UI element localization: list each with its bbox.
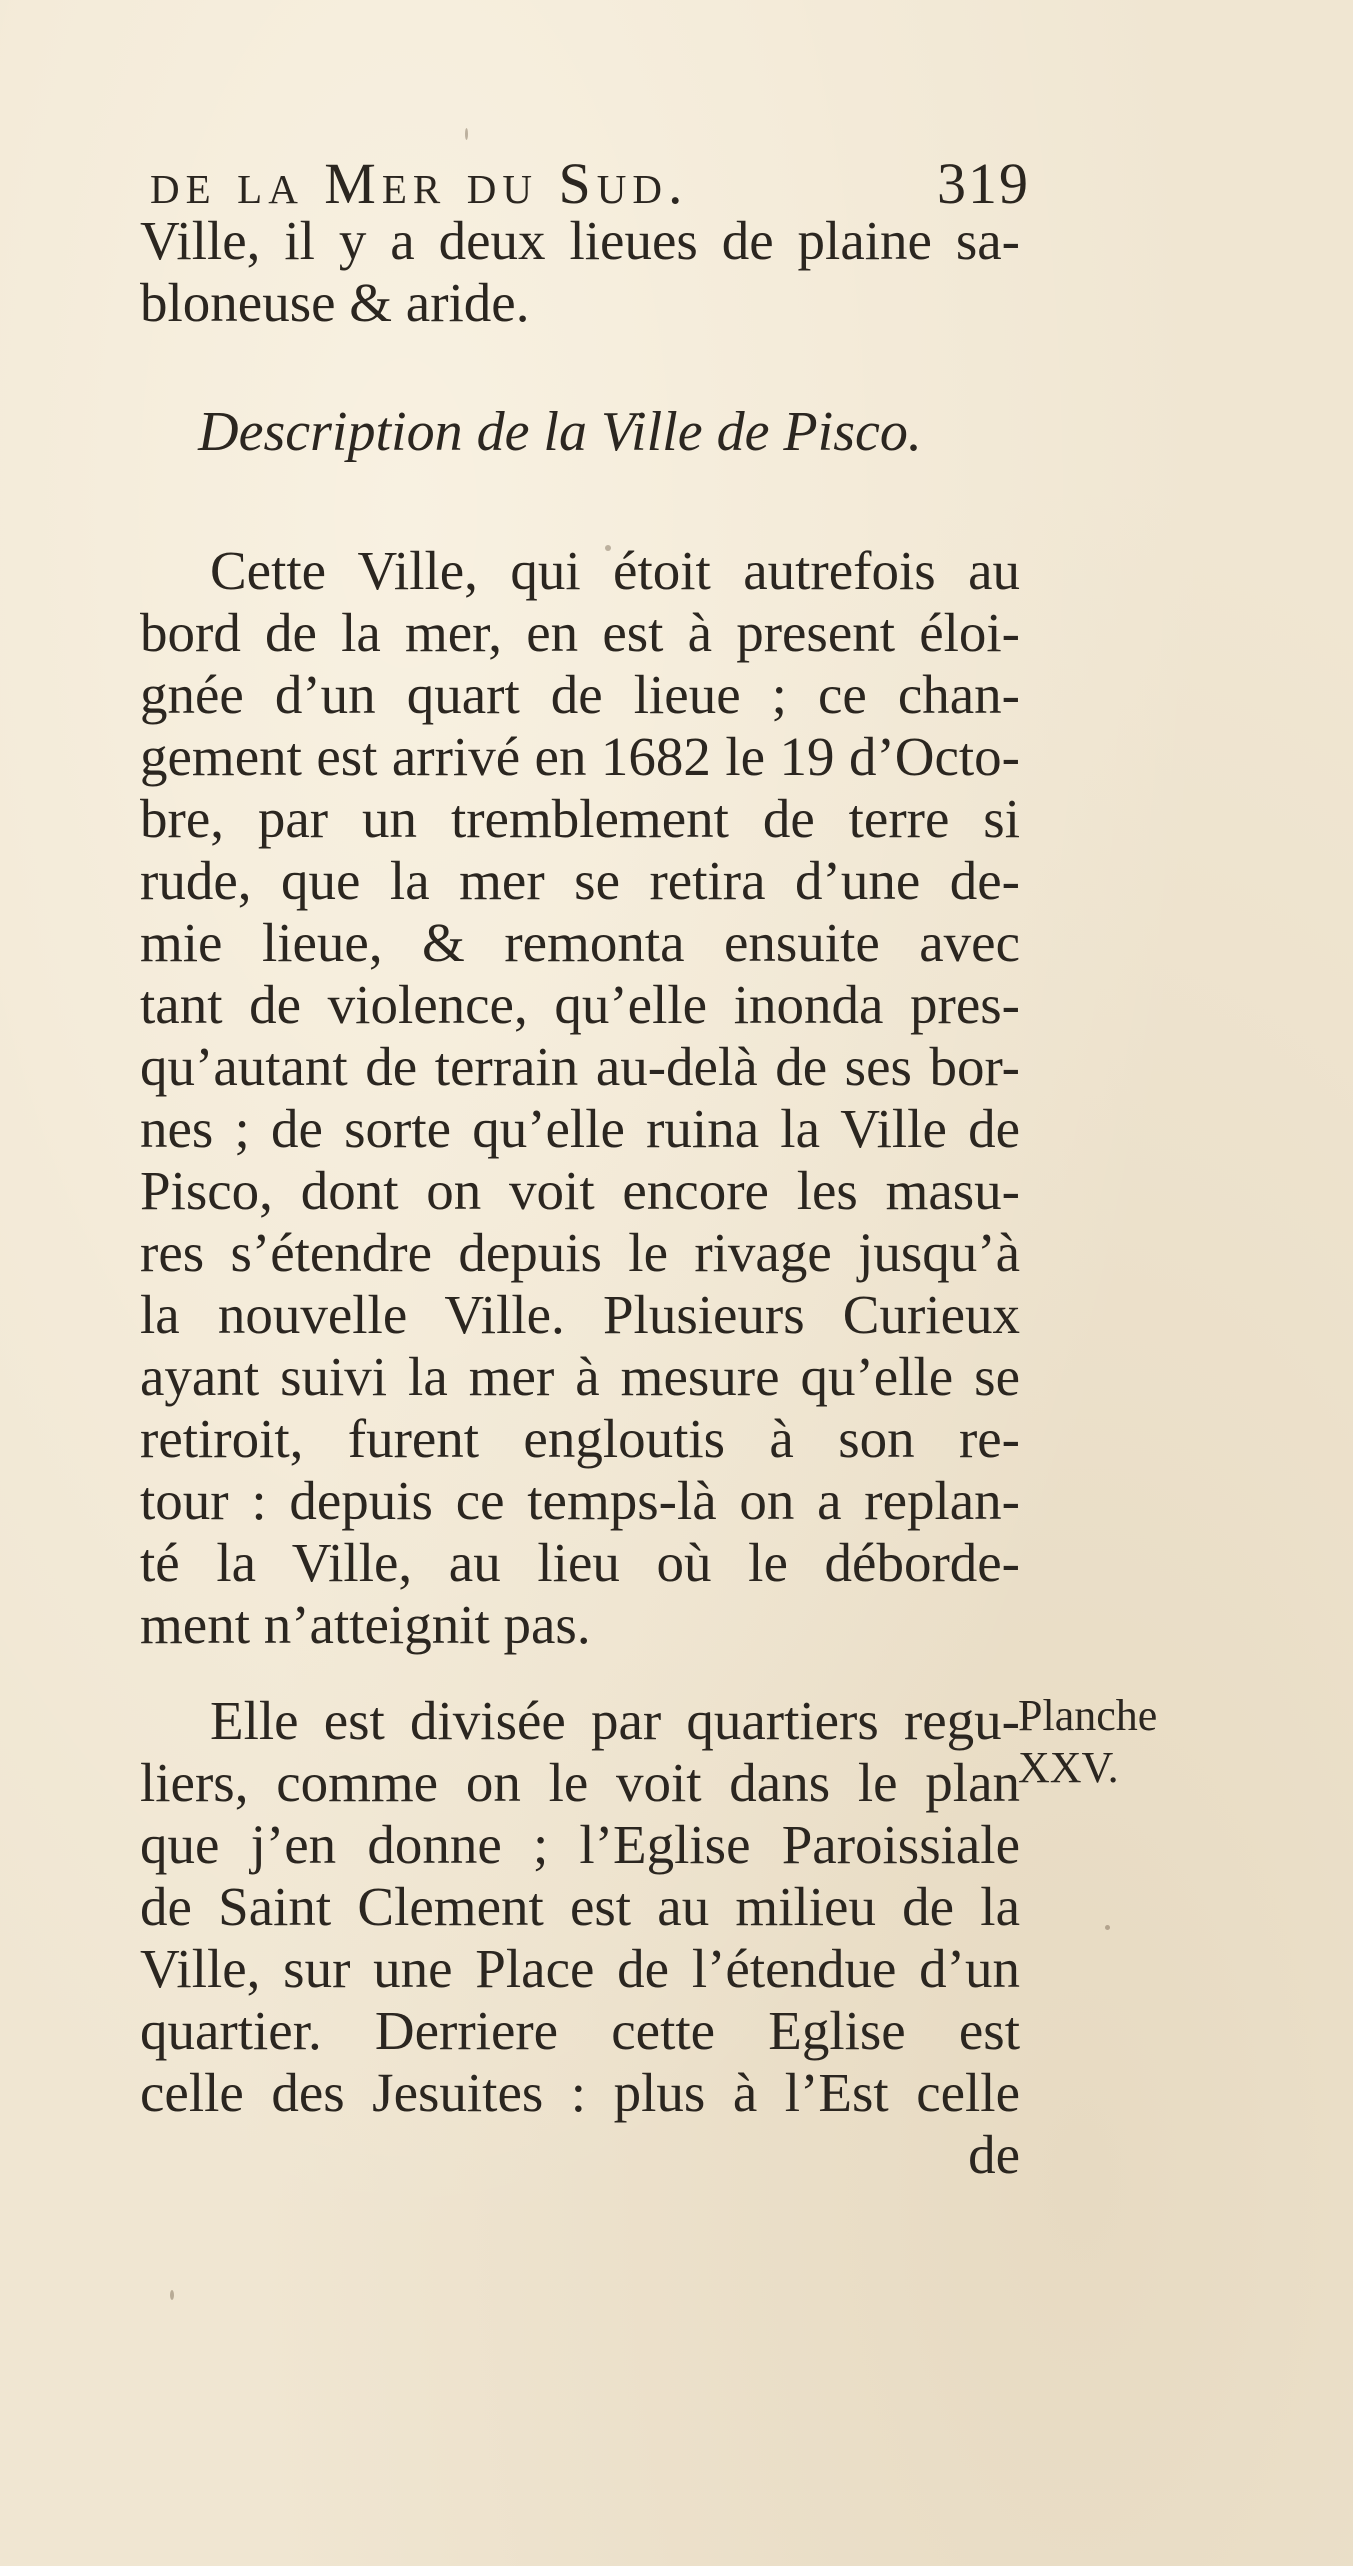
text-line: Pisco, dont on voit encore les masu-	[140, 1160, 1020, 1221]
text-line: res s’étendre depuis le rivage jusqu’à	[140, 1222, 1020, 1283]
page-number: 319	[937, 151, 1030, 216]
text-line: rude, que la mer se retira d’une de-	[140, 850, 1020, 911]
text-line: quartier. Derriere cette Eglise est	[140, 2000, 1020, 2061]
text-line: celle des Jesuites : plus à l’Est celle	[140, 2062, 1020, 2123]
text-line: bloneuse & aride.	[140, 272, 530, 333]
text-line: tant de violence, qu’elle inonda pres-	[140, 974, 1020, 1035]
text-line: la nouvelle Ville. Plusieurs Curieux	[140, 1284, 1020, 1345]
text-line: Ville, sur une Place de l’étendue d’un	[140, 1938, 1020, 1999]
paper-speck	[1105, 1925, 1110, 1930]
text-line: Ville, il y a deux lieues de plaine sa-	[140, 210, 1020, 271]
text-line: que j’en donne ; l’Eglise Paroissiale	[140, 1814, 1020, 1875]
catchword: de	[968, 2124, 1020, 2185]
text-line: retiroit, furent engloutis à son re-	[140, 1408, 1020, 1469]
paper-speck	[465, 128, 468, 140]
text-line: ayant suivi la mer à mesure qu’elle se	[140, 1346, 1020, 1407]
margin-note-label: Planche	[1018, 1691, 1158, 1740]
text-line: bord de la mer, en est à present éloi-	[140, 602, 1020, 663]
text-line: tour : depuis ce temps-là on a replan-	[140, 1470, 1020, 1531]
text-line: de Saint Clement est au milieu de la	[140, 1876, 1020, 1937]
paper-speck	[170, 2290, 174, 2300]
text-line: ment n’atteignit pas.	[140, 1594, 591, 1655]
text-line: gement est arrivé en 1682 le 19 d’Octo-	[140, 726, 1020, 787]
margin-note	[1018, 1690, 1168, 1794]
text-line: té la Ville, au lieu où le déborde-	[140, 1532, 1020, 1593]
text-line: gnée d’un quart de lieue ; ce chan-	[140, 664, 1020, 725]
text-line: mie lieue, & remonta ensuite avec	[140, 912, 1020, 973]
section-heading: Description de la Ville de Pisco.	[198, 401, 922, 463]
margin-note-number: XXV.	[1018, 1743, 1119, 1792]
text-line: Elle est divisée par quartiers regu-	[210, 1690, 1020, 1751]
paper-speck	[605, 545, 611, 551]
text-line: Cette Ville, qui étoit autrefois au	[210, 540, 1020, 601]
text-line: qu’autant de terrain au-delà de ses bor-	[140, 1036, 1020, 1097]
text-line: nes ; de sorte qu’elle ruina la Ville de	[140, 1098, 1020, 1159]
running-head-title: de la Mer du Sud.	[150, 151, 689, 216]
text-line: bre, par un tremblement de terre si	[140, 788, 1020, 849]
text-line: liers, comme on le voit dans le plan	[140, 1752, 1020, 1813]
